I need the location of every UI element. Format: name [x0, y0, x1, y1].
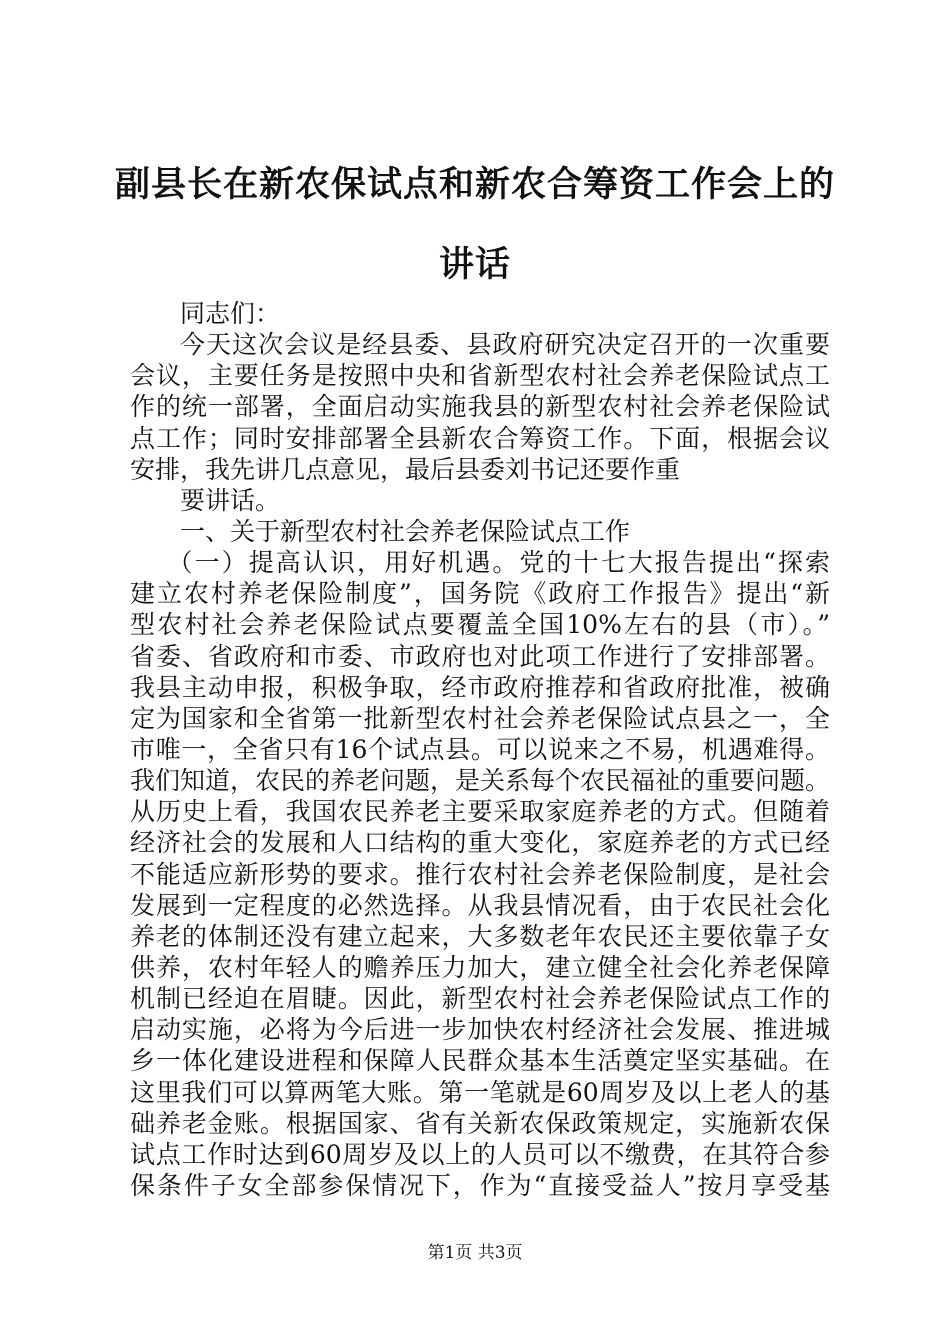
body-line: 安排，我先讲几点意见，最后县委刘书记还要作重 [130, 454, 681, 484]
body-line: 型农村社会养老保险试点要覆盖全国10%左右的县（市）。” [130, 610, 830, 640]
body-line: 乡一体化建设进程和保障人民群众基本生活奠定坚实基础。在 [130, 1046, 830, 1076]
body-line: 定为国家和全省第一批新型农村社会养老保险试点县之一，全 [130, 703, 830, 733]
body-line: 发展到一定程度的必然选择。从我县情况看，由于农民社会化 [130, 890, 830, 920]
body-line: 这里我们可以算两笔大账。第一笔就是60周岁及以上老人的基 [130, 1077, 830, 1107]
body-line: 机制已经迫在眉睫。因此，新型农村社会养老保险试点工作的 [130, 984, 830, 1014]
body-line: 础养老金账。根据国家、省有关新农保政策规定，实施新农保 [130, 1108, 830, 1138]
body-line: 作的统一部署，全面启动实施我县的新型农村社会养老保险试 [130, 392, 830, 422]
body-line: 不能适应新形势的要求。推行农村社会养老保险制度，是社会 [130, 859, 830, 889]
body-line: 省委、省政府和市委、市政府也对此项工作进行了安排部署。 [130, 641, 830, 671]
body-line: 我县主动申报，积极争取，经市政府推荐和省政府批准，被确 [130, 672, 830, 702]
body-line: 点工作；同时安排部署全县新农合筹资工作。下面，根据会议 [130, 423, 830, 453]
body-line: 供养，农村年轻人的赡养压力加大，建立健全社会化养老保障 [130, 952, 830, 982]
body-line: 同志们： [180, 299, 281, 328]
body-line: 一、关于新型农村社会养老保险试点工作 [180, 516, 631, 546]
body-line: （一）提高认识，用好机遇。党的十七大报告提出“探索 [167, 548, 830, 578]
body-line: 今天这次会议是经县委、县政府研究决定召开的一次重要 [180, 330, 830, 360]
document-title-line-1: 副县长在新农保试点和新农合筹资工作会上的 [114, 164, 835, 205]
body-line: 经济社会的发展和人口结构的重大变化，家庭养老的方式已经 [130, 828, 830, 858]
document-title-line-2: 讲话 [438, 244, 511, 285]
body-line: 要讲话。 [180, 485, 281, 515]
page-footer: 第1页 共3页 [427, 1243, 523, 1263]
body-line: 我们知道，农民的养老问题，是关系每个农民福祉的重要问题。 [130, 766, 831, 796]
body-line: 从历史上看，我国农民养老主要采取家庭养老的方式。但随着 [130, 797, 830, 827]
body-line: 启动实施，必将为今后进一步加快农村经济社会发展、推进城 [130, 1015, 830, 1045]
body-line: 市唯一，全省只有16个试点县。可以说来之不易，机遇难得。 [130, 734, 830, 764]
body-line: 试点工作时达到60周岁及以上的人员可以不缴费，在其符合参 [130, 1139, 830, 1169]
body-line: 保条件子女全部参保情况下，作为“直接受益人”按月享受基 [130, 1170, 830, 1200]
body-line: 会议，主要任务是按照中央和省新型农村社会养老保险试点工 [130, 361, 830, 391]
body-line: 建立农村养老保险制度”，国务院《政府工作报告》提出“新 [130, 579, 830, 609]
body-line: 养老的体制还没有建立起来，大多数老年农民还主要依靠子女 [130, 921, 830, 951]
document-body [130, 298, 830, 1201]
